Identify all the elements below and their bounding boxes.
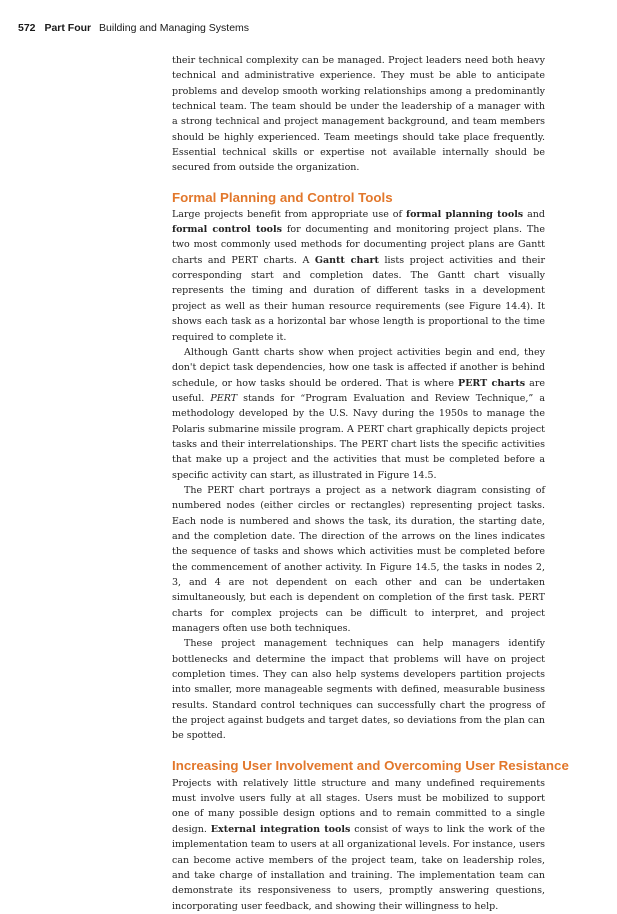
page-number: 572 [18, 22, 36, 34]
body-text [172, 53, 569, 914]
heading-user-involvement: Increasing User Involvement and Overcoming User Resistance [172, 757, 569, 773]
text-run: are useful. [172, 377, 545, 404]
paragraph-bottlenecks: These project management techniques can help managers identify bottlenecks and determine the impact that problems will have on project completion times. They can also help systems developers partition projects into smaller, more manageable segments with defined, measurable business results. Standard control techniques can successfully chart the progress of the project against budgets and target dates, so deviations from the plan can be spotted. [172, 638, 545, 742]
heading-formal-planning: Formal Planning and Control Tools [172, 189, 393, 205]
paragraph-network-diagram: The PERT chart portrays a project as a network diagram consisting of numbered nodes (either circles or rectangles) representing project tasks. Each node is numbered and shows the task, its duration, the starting date, and the completion date. The direction of the arrows on the lines indicates the sequence of tasks and shows which activities must be completed before the commencement of another activity. In Figure 14.5, the tasks in nodes 2, 3, and 4 are not dependent on each other and can be undertaken simultaneously, but each is dependent on completion of the first task. PERT charts for complex projects can be difficult to interpret, and project managers often use both techniques. [172, 484, 545, 635]
running-head [18, 22, 249, 34]
term-formal-planning-tools: formal planning tools [406, 208, 524, 220]
part-label: Part Four [44, 22, 92, 34]
text-run: stands for “Program Evaluation and Review Technique,” a methodology developed by the U.S. Navy during the 1950s to manage the Polaris submarine missile program. A PERT chart graphically depicts project tasks and their interrelationships. The PERT chart lists the specific activities that make up a project and the activities that must be completed before a specific activity can start, as illustrated in Figure 14.5. [172, 392, 545, 481]
intro-paragraph: their technical complexity can be managed. Project leaders need both heavy technical and administrative experience. They must be able to anticipate problems and develop smooth working relationships among a predominantly technical team. The team should be under the leadership of a manager with a strong technical and project management background, and team members should be highly experienced. Team meetings should take place frequently. Essential technical skills or expertise not available internally should be secured from outside the organization. [172, 55, 545, 174]
text-run: consist of ways to link the work of the implementation team to users at all organizational levels. For instance, users can become active members of the project team, take on leadership roles, and take charge of installation and training. The implementation team can demonstrate its responsiveness to users, promptly answering questions, incorporating user feedback, and showing their willingness to help. [172, 823, 545, 912]
term-pert-charts: PERT charts [458, 377, 526, 389]
text-run: lists project activities and their corresponding start and completion dates. The Gantt chart visually represents the timing and duration of different tasks in a development project as well as their human resource requirements (see Figure 14.4). It shows each task as a horizontal bar whose length is proportional to the time required to complete it. [172, 254, 545, 343]
paragraph-user-involvement [172, 776, 545, 914]
text-run: and [523, 208, 545, 220]
paragraph-planning-tools [172, 207, 545, 345]
term-formal-control-tools: formal control tools [172, 224, 282, 236]
term-external-integration-tools: External integration tools [210, 823, 351, 835]
text-run: Large projects benefit from appropriate use of [172, 208, 406, 220]
term-gantt-chart: Gantt chart [314, 254, 379, 266]
section-label: Building and Managing Systems [99, 22, 250, 34]
term-pert-italic: PERT [210, 392, 238, 404]
paragraph-pert-charts [172, 345, 545, 483]
text-run: for documenting and monitoring project plans. The two most commonly used methods for documenting project plans are Gantt charts and PERT charts. A [172, 224, 545, 266]
text-run: Although Gantt charts show when project activities begin and end, they don't depict task dependencies, how one task is affected if another is behind schedule, or how tasks should be ordered. That is where [172, 346, 545, 389]
text-run: Projects with relatively little structure and many undefined requirements must involve users fully at all stages. Users must be mobilized to support one of many possible design options and to remain committed to a single design. [172, 777, 545, 835]
